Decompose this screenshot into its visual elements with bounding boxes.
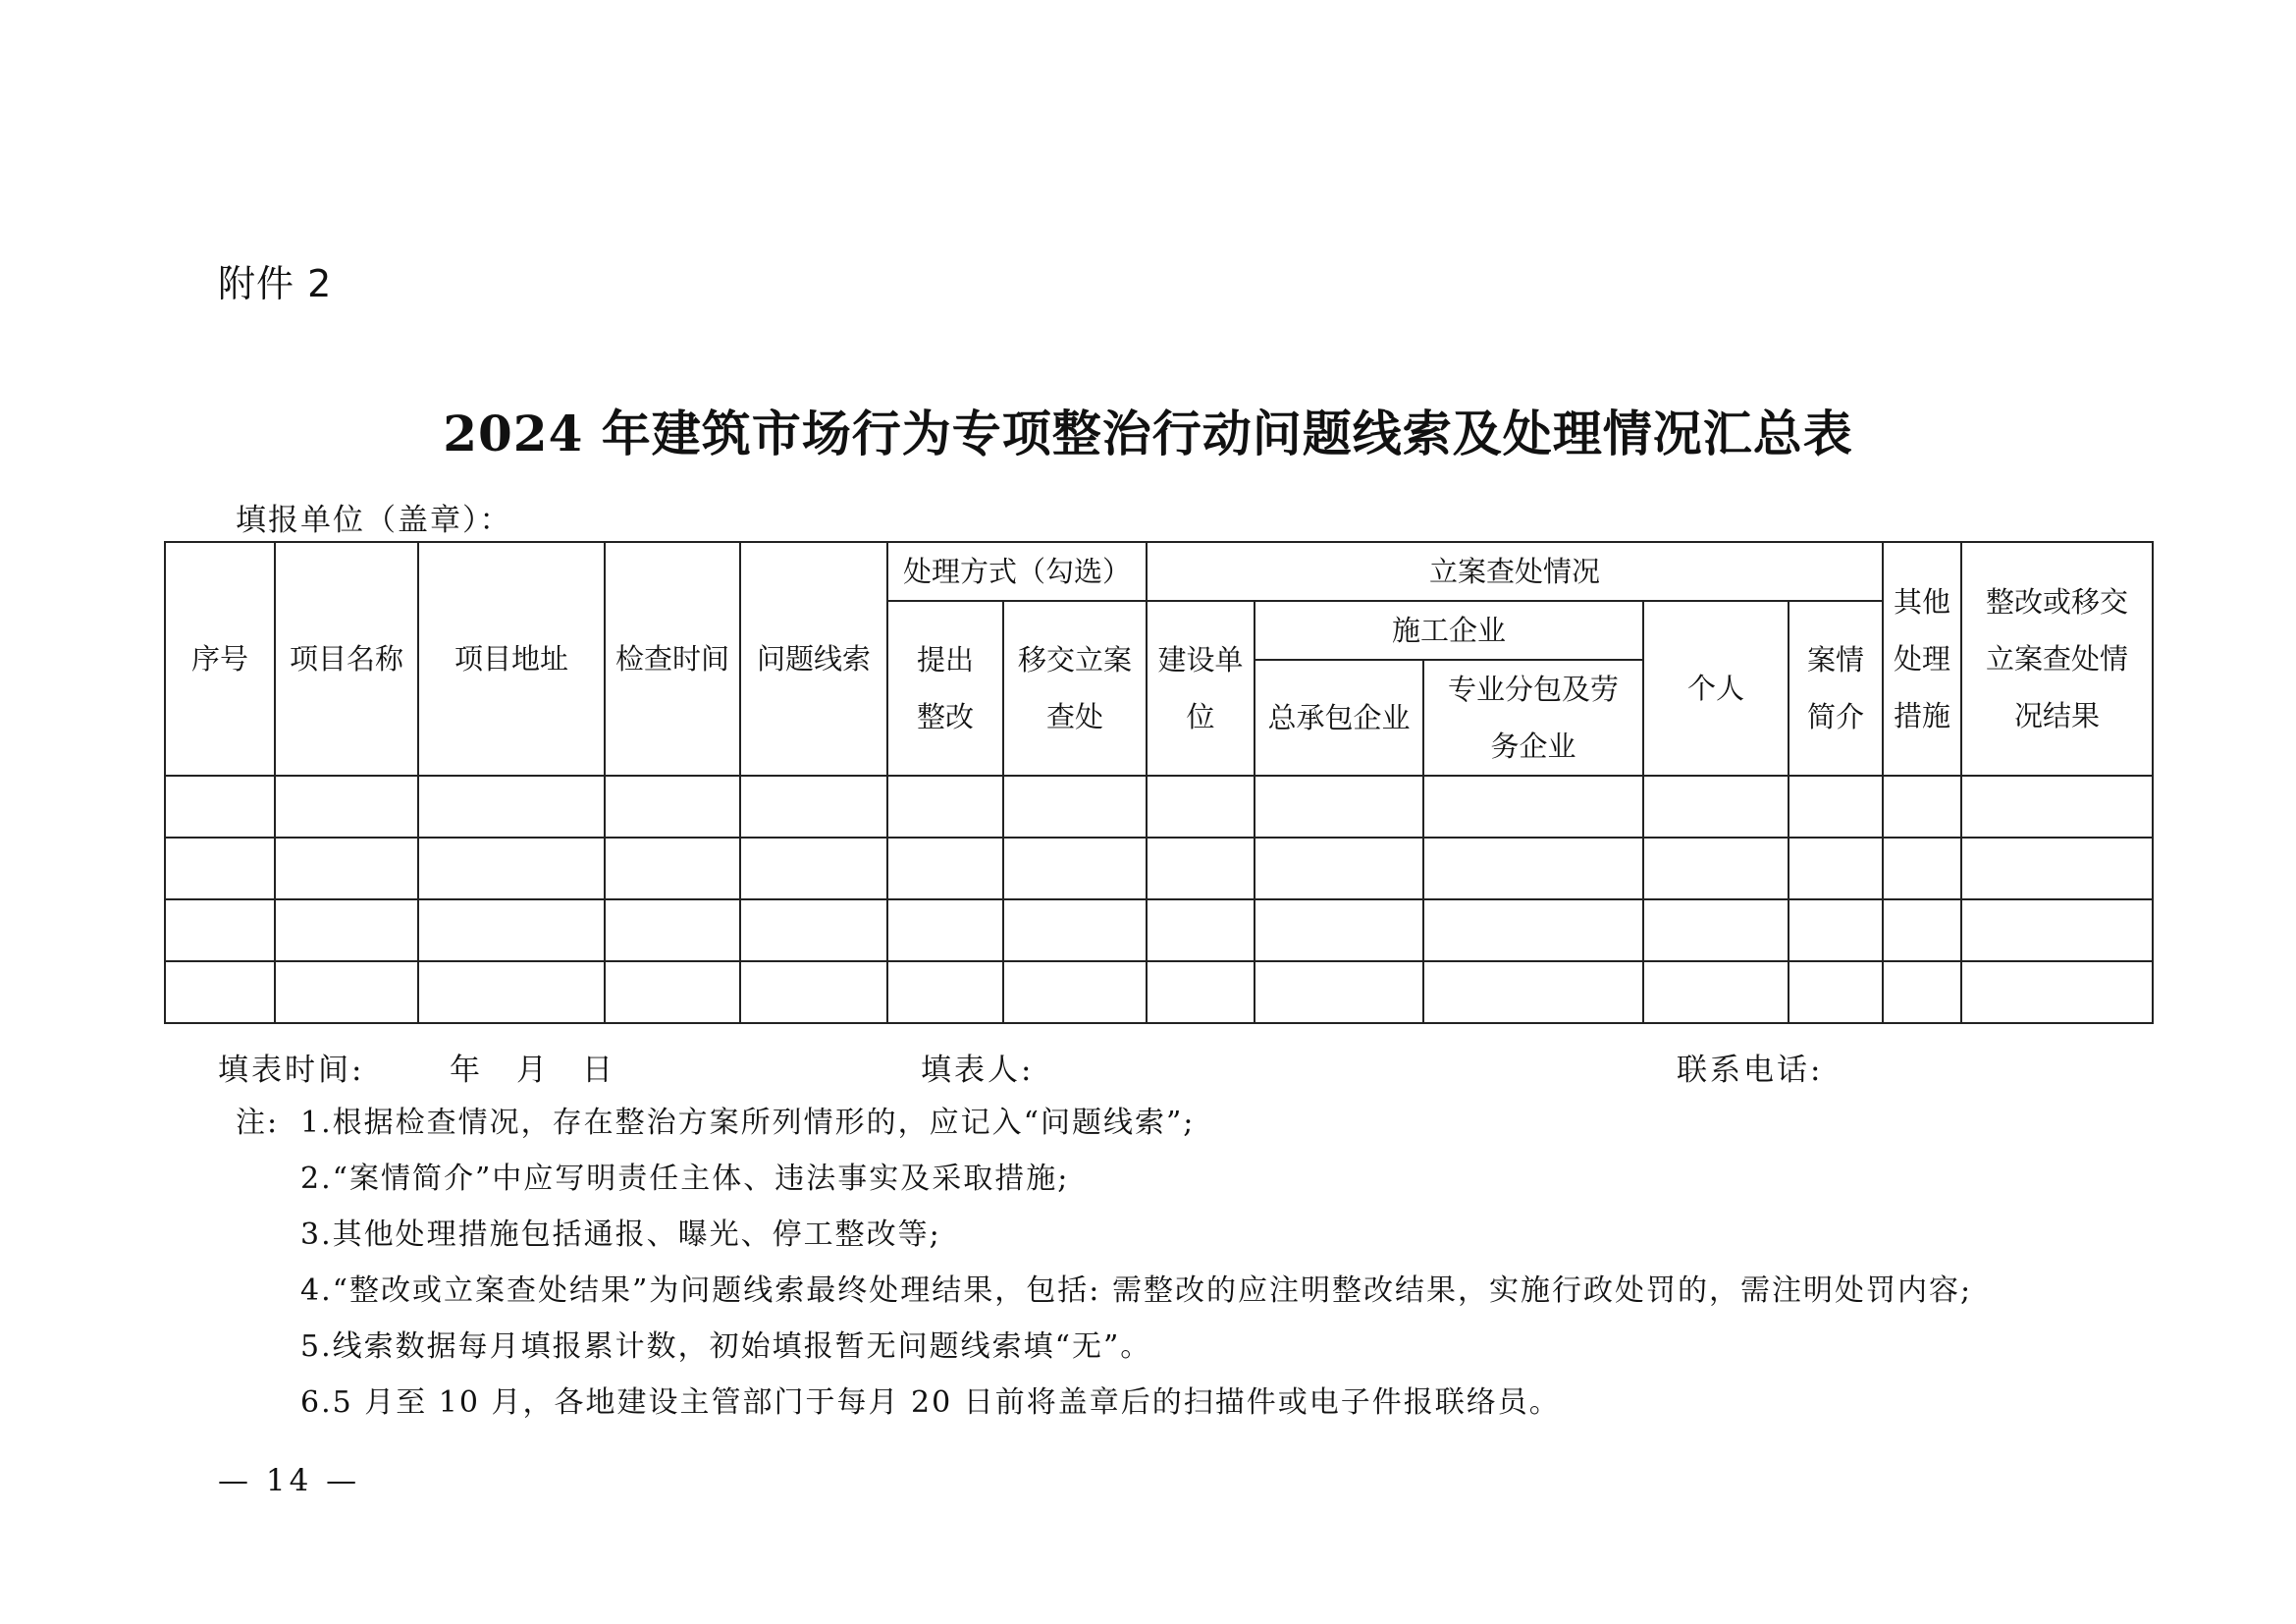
header-rectify: 提出 整改: [887, 601, 1003, 776]
header-inspection-time: 检查时间: [605, 542, 740, 776]
table-cell: [165, 961, 275, 1023]
table-cell: [1423, 838, 1643, 899]
header-transfer: 移交立案 查处: [1003, 601, 1147, 776]
table-cell: [1789, 776, 1883, 838]
table-cell: [1961, 961, 2153, 1023]
table-cell: [1423, 899, 1643, 961]
table-cell: [418, 776, 605, 838]
table-cell: [1883, 899, 1961, 961]
header-result: 整改或移交 立案查处情 况结果: [1961, 542, 2153, 776]
table-cell: [418, 899, 605, 961]
table-cell: [887, 776, 1003, 838]
note-item-6: 6.5 月至 10 月，各地建设主管部门于每月 20 日前将盖章后的扫描件或电子件报联络员。: [300, 1385, 1561, 1420]
table-cell: [1883, 838, 1961, 899]
header-general-contractor: 总承包企业: [1255, 660, 1423, 776]
table-cell: [1003, 961, 1147, 1023]
attachment-label: 附件 2: [218, 262, 333, 305]
table-cell: [887, 838, 1003, 899]
table-cell: [740, 838, 887, 899]
table-cell: [1423, 961, 1643, 1023]
header-contractor: 施工企业: [1255, 601, 1643, 660]
page-number: — 14 —: [218, 1463, 361, 1498]
note-item-4: 4.“整改或立案查处结果”为问题线索最终处理结果，包括: 需整改的应注明整改结果，实施行政处罚的，需注明处罚内容;: [300, 1273, 1973, 1308]
table-cell: [740, 899, 887, 961]
table-row: [165, 961, 2153, 1023]
table-cell: [165, 899, 275, 961]
fill-day-label: 日: [582, 1053, 615, 1088]
table-row: [165, 899, 2153, 961]
table-cell: [1147, 776, 1255, 838]
document-title: 2024 年建筑市场行为专项整治行动问题线索及处理情况汇总表: [443, 405, 1853, 462]
table-cell: [1789, 838, 1883, 899]
table-cell: [165, 838, 275, 899]
table-cell: [165, 776, 275, 838]
table-row: [165, 838, 2153, 899]
table-cell: [740, 961, 887, 1023]
note-item-1: 1.根据检查情况，存在整治方案所列情形的，应记入“问题线索”;: [300, 1106, 1196, 1140]
summary-table: [164, 541, 2154, 1024]
table-cell: [740, 776, 887, 838]
header-builder: 建设单 位: [1147, 601, 1255, 776]
table-cell: [418, 838, 605, 899]
table-cell: [275, 899, 418, 961]
table-cell: [275, 961, 418, 1023]
header-handling-method: 处理方式（勾选）: [887, 542, 1147, 601]
table-cell: [1883, 776, 1961, 838]
header-subcontractor: 专业分包及劳 务企业: [1423, 660, 1643, 776]
table-cell: [1961, 899, 2153, 961]
table-cell: [1003, 838, 1147, 899]
table-cell: [605, 961, 740, 1023]
phone-label: 联系电话:: [1677, 1053, 1824, 1088]
table-cell: [887, 961, 1003, 1023]
table-cell: [1147, 899, 1255, 961]
table-cell: [1003, 899, 1147, 961]
table-cell: [275, 776, 418, 838]
table-cell: [605, 776, 740, 838]
table-row: [165, 776, 2153, 838]
table-header-row-1: [165, 542, 2153, 601]
header-other-measures: 其他 处理 措施: [1883, 542, 1961, 776]
table-cell: [605, 838, 740, 899]
table-cell: [1147, 961, 1255, 1023]
table-cell: [275, 838, 418, 899]
filler-label: 填表人:: [921, 1053, 1035, 1088]
header-seq: 序号: [165, 542, 275, 776]
reporting-unit-label: 填报单位（盖章）：: [236, 503, 512, 538]
header-individual: 个人: [1643, 601, 1789, 776]
table-cell: [1643, 838, 1789, 899]
header-issue-clue: 问题线索: [740, 542, 887, 776]
fill-year-label: 年: [450, 1053, 483, 1088]
table-cell: [1883, 961, 1961, 1023]
table-cell: [887, 899, 1003, 961]
table-cell: [1423, 776, 1643, 838]
table-cell: [1643, 961, 1789, 1023]
table-cell: [1255, 899, 1423, 961]
table-cell: [1643, 899, 1789, 961]
table-cell: [1147, 838, 1255, 899]
table-cell: [1255, 961, 1423, 1023]
table-cell: [605, 899, 740, 961]
header-project-address: 项目地址: [418, 542, 605, 776]
fill-month-label: 月: [516, 1053, 550, 1088]
table-body: [165, 776, 2153, 1023]
note-item-5: 5.线索数据每月填报累计数，初始填报暂无问题线索填“无”。: [300, 1329, 1152, 1364]
header-case-situation: 立案查处情况: [1147, 542, 1883, 601]
table-cell: [1255, 838, 1423, 899]
table-cell: [1961, 776, 2153, 838]
table-cell: [1003, 776, 1147, 838]
note-item-3: 3.其他处理措施包括通报、曝光、停工整改等;: [300, 1218, 941, 1252]
header-project-name: 项目名称: [275, 542, 418, 776]
table-cell: [1961, 838, 2153, 899]
fill-time-label: 填表时间:: [218, 1053, 365, 1088]
note-item-2: 2.“案情简介”中应写明责任主体、违法事实及采取措施;: [300, 1162, 1070, 1196]
header-case-brief: 案情 简介: [1789, 601, 1883, 776]
table-cell: [1789, 899, 1883, 961]
table-cell: [418, 961, 605, 1023]
table-cell: [1789, 961, 1883, 1023]
table-cell: [1643, 776, 1789, 838]
notes-prefix: 注:: [236, 1106, 280, 1140]
table-cell: [1255, 776, 1423, 838]
